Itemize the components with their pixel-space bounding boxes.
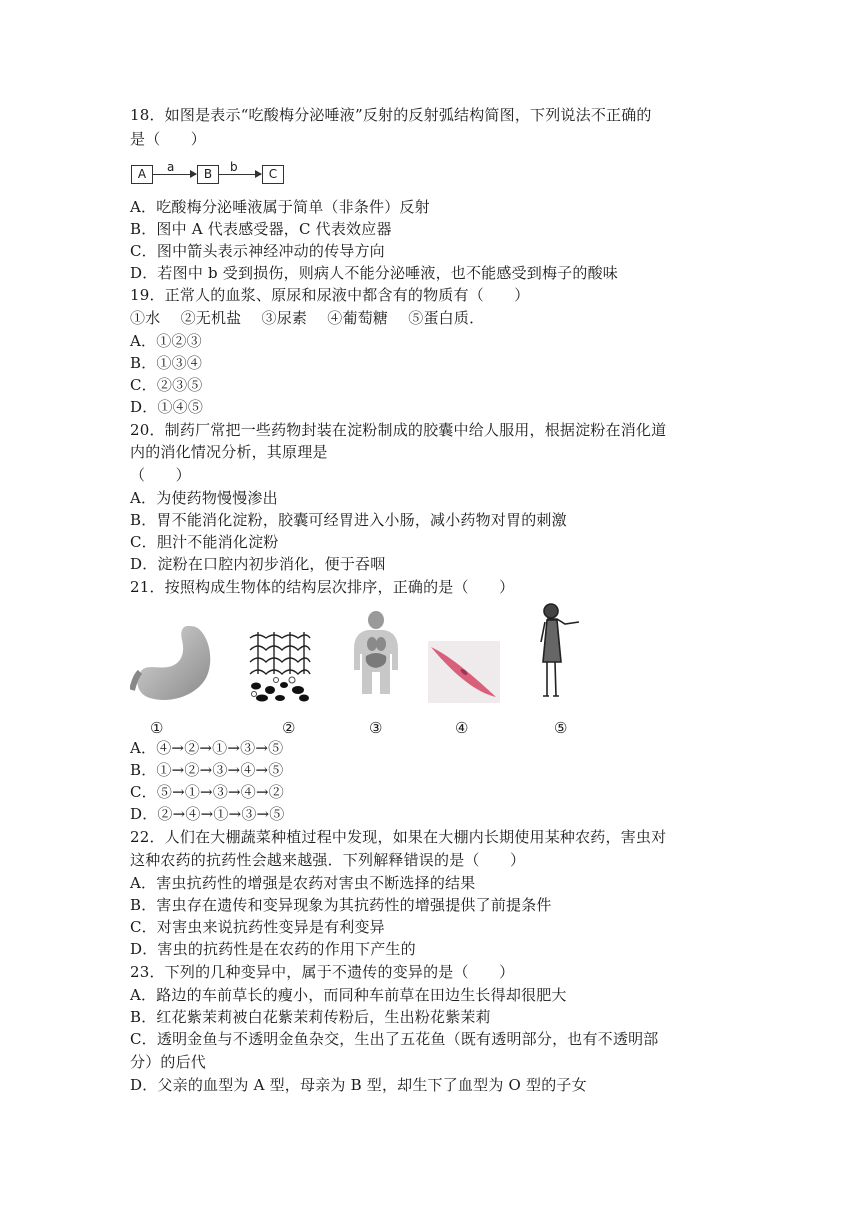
q19-option-a: A．①②③: [130, 332, 202, 350]
q21-option-b: B．①→②→③→④→⑤: [130, 761, 284, 779]
figure-label-5: ⑤: [554, 719, 568, 737]
q20-option-b: B．胃不能消化淀粉，胶囊可经胃进入小肠，减小药物对胃的刺激: [130, 511, 567, 529]
q18-option-b: B．图中 A 代表感受器，C 代表效应器: [130, 220, 392, 238]
q22-option-d: D．害虫的抗药性是在农药的作用下产生的: [130, 940, 416, 958]
q23-option-a: A．路边的车前草长的瘦小，而同种车前草在田边生长得却很肥大: [130, 986, 567, 1004]
reflex-box-a: A: [131, 165, 153, 184]
q20-option-c: C．胆汁不能消化淀粉: [130, 533, 279, 551]
q18-stem-line2: 是（ ）: [130, 130, 207, 148]
q19-option-b: B．①③④: [130, 354, 203, 372]
tissue-cells-icon: [248, 630, 312, 702]
q23-stem: 23．下列的几种变异中，属于不遗传的变异的是（ ）: [130, 963, 515, 981]
stomach-icon: [130, 624, 212, 704]
girl-person-icon: [535, 602, 585, 706]
muscle-cell-icon: [428, 641, 500, 703]
q19-items: ①水 ②无机盐 ③尿素 ④葡萄糖 ⑤蛋白质．: [130, 309, 485, 327]
arrow-a-icon: [153, 174, 196, 175]
q18-option-a: A．吃酸梅分泌唾液属于简单（非条件）反射: [130, 198, 430, 216]
q23-option-b: B．红花紫茉莉被白花紫茉莉传粉后，生出粉花紫茉莉: [130, 1008, 491, 1026]
q22-stem-line1: 22．人们在大棚蔬菜种植过程中发现，如果在大棚内长期使用某种农药，害虫对: [130, 828, 667, 846]
figure-label-3: ③: [369, 719, 383, 737]
q23-option-d: D．父亲的血型为 A 型，母亲为 B 型，却生下了血型为 O 型的子女: [130, 1076, 587, 1094]
q22-option-b: B．害虫存在遗传和变异现象为其抗药性的增强提供了前提条件: [130, 896, 552, 914]
arrow-b-icon: [219, 174, 261, 175]
reflex-box-c: C: [262, 165, 284, 184]
q19-option-d: D．①④⑤: [130, 398, 204, 416]
q18-option-c: C．图中箭头表示神经冲动的传导方向: [130, 242, 385, 260]
reflex-box-b: B: [197, 165, 219, 184]
q19-option-c: C．②③⑤: [130, 376, 203, 394]
human-organs-icon: [350, 610, 402, 702]
figure-label-1: ①: [150, 719, 164, 737]
q19-stem: 19．正常人的血浆、原尿和尿液中都含有的物质有（ ）: [130, 286, 530, 304]
q20-option-a: A．为使药物慢慢渗出: [130, 489, 278, 507]
q23-option-c-line2: 分）的后代: [130, 1053, 207, 1071]
q22-stem-line2: 这种农药的抗药性会越来越强．下列解释错误的是（ ）: [130, 851, 526, 869]
q22-option-c: C．对害虫来说抗药性变异是有利变异: [130, 918, 385, 936]
arrow-label-b: b: [230, 160, 238, 174]
q20-stem-line1: 20．制药厂常把一些药物封装在淀粉制成的胶囊中给人服用，根据淀粉在消化道: [130, 421, 667, 439]
q21-option-c: C．⑤→①→③→④→②: [130, 783, 284, 801]
q21-stem: 21．按照构成生物体的结构层次排序，正确的是（ ）: [130, 578, 515, 596]
q23-option-c-line1: C．透明金鱼与不透明金鱼杂交，生出了五花鱼（既有透明部分，也有不透明部: [130, 1030, 659, 1048]
q22-option-a: A．害虫抗药性的增强是农药对害虫不断选择的结果: [130, 874, 476, 892]
q20-stem-line3: （ ）: [130, 466, 191, 484]
figure-label-4: ④: [455, 719, 469, 737]
q18-stem-line1: 18．如图是表示“吃酸梅分泌唾液”反射的反射弧结构简图，下列说法不正确的: [130, 106, 652, 124]
q18-option-d: D．若图中 b 受到损伤，则病人不能分泌唾液，也不能感受到梅子的酸味: [130, 264, 618, 282]
arrow-label-a: a: [167, 160, 175, 174]
figure-label-2: ②: [282, 719, 296, 737]
q20-stem-line2: 内的消化情况分析，其原理是: [130, 443, 328, 461]
q21-option-a: A．④→②→①→③→⑤: [130, 739, 284, 757]
q21-option-d: D．②→④→①→③→⑤: [130, 805, 285, 823]
q20-option-d: D．淀粉在口腔内初步消化，便于吞咽: [130, 555, 386, 573]
